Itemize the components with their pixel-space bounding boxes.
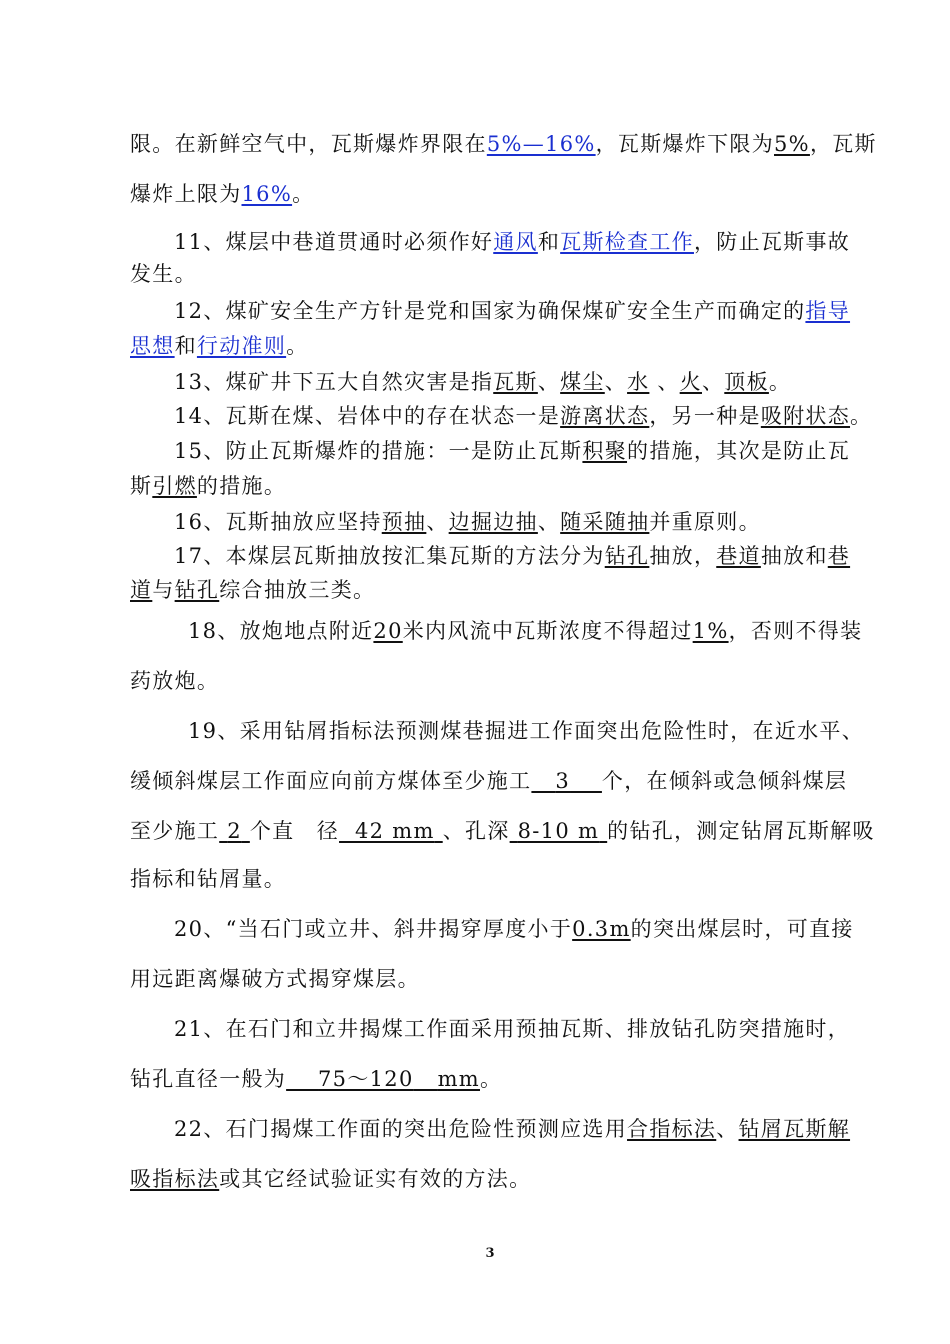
blank-answer: 边掘边抽 [448,510,538,534]
text-run: 。 [286,334,309,358]
text-line [130,470,850,500]
text-run: 16、瓦斯抽放应坚持 [174,510,382,534]
text-run: 。 [480,1067,503,1091]
text-run: 17、本煤层瓦斯抽放按汇集瓦斯的方法分为 [174,544,605,568]
text-run: 、 [537,370,561,394]
blank-answer: 75～120 mm [318,1067,480,1091]
text-run: 、 [701,370,725,394]
text-line [130,913,894,943]
text-run: 发生。 [130,262,197,286]
text-run: 21、在石门和立井揭煤工作面采用预抽瓦斯、排放钻孔防突措施时， [174,1017,851,1041]
text-run: 和 [537,230,561,254]
text-run: 米内风流中瓦斯浓度不得超过 [402,619,693,643]
blank-answer: 道 [130,578,153,602]
text-run: 。 [768,370,792,394]
blank-answer: 16% [241,182,293,206]
text-run: 指标和钻屑量。 [130,867,287,891]
blank-answer: 顶板 [724,370,769,394]
blank-answer: 钻孔 [174,578,220,602]
blank-answer: 巷 [827,544,851,568]
blank-answer: 水 [627,370,650,394]
text-run: 的措施，其次是防止瓦 [627,439,851,463]
text-run: ，瓦斯爆炸下限为 [595,132,775,156]
blank-answer: 8-10 m [517,819,600,843]
blank-answer: 游离状态 [560,404,650,428]
text-run: 的措施。 [196,474,287,498]
text-run: 抽放， [649,544,717,568]
text-run: ，另一种是 [649,404,761,428]
text-line [130,506,894,536]
blank-answer: 合指标法 [627,1117,717,1141]
blank-answer: 42 mm [355,819,435,843]
blank-answer: 思想 [130,334,175,358]
blank-answer: 瓦斯 [493,370,538,394]
text-run: 18、放炮地点附近 [188,619,374,643]
text-run: 、 [649,370,680,394]
text-run: 13、煤矿井下五大自然灾害是指 [174,370,494,394]
text-run: 。 [850,404,873,428]
text-run: 或其它经试验证实有效的方法。 [219,1167,532,1191]
text-run: 、 [604,370,628,394]
blank-answer: 吸指标法 [130,1167,220,1191]
text-run: 19、采用钻屑指标法预测煤巷掘进工作面突出危险性时，在近水平、 [188,719,865,743]
blank-answer: 行动准则 [196,334,287,358]
text-run: 用远距离爆破方式揭穿煤层。 [130,967,420,991]
blank-answer: 预抽 [381,510,427,534]
text-line [130,963,850,993]
text-run: 缓倾斜煤层工作面应向前方煤体至少施工 [130,769,532,793]
blank-answer: 5% [774,132,810,156]
text-run: 、 [716,1117,739,1141]
text-run: 20、“当石门或立井、斜井揭穿厚度小于 [174,917,573,941]
text-line [130,615,908,645]
blank-answer: 3 [555,769,571,793]
text-run: 斯 [130,474,153,498]
text-line [130,128,877,158]
text-run: 个，在倾斜或急倾斜煤层 [601,769,848,793]
blank-answer: 瓦斯检查工作 [560,230,694,254]
text-line [130,540,894,570]
text-line [130,435,894,465]
text-run: 并重原则。 [649,510,761,534]
text-run: 至少施工 [130,819,220,843]
text-run: 15、防止瓦斯爆炸的措施：一是防止瓦斯 [174,439,583,463]
text-line [130,665,850,695]
text-run: 钻孔直径一般为 [130,1067,287,1091]
text-line [130,226,894,256]
text-line [130,330,850,360]
text-run: 、 [537,510,561,534]
blank-answer: 0.3m [572,917,631,941]
text-line [130,295,894,325]
blank-answer: 通风 [493,230,538,254]
blank-answer: 积聚 [582,439,628,463]
text-run: ，防止瓦斯事故 [693,230,851,254]
text-run: 限。在新鲜空气中，瓦斯爆炸界限在 [130,132,487,156]
text-run: 抽放和 [760,544,828,568]
blank-answer: 指导 [805,299,851,323]
text-run: 22、石门揭煤工作面的突出危险性预测应选用 [174,1117,628,1141]
text-line [130,1163,850,1193]
blank-answer: 钻孔 [604,544,650,568]
text-run: 个直 径 [249,819,340,843]
text-line [130,400,894,430]
text-run: 。 [292,182,315,206]
blank-answer: 1% [692,619,729,643]
text-run: 、孔深 [442,819,510,843]
text-run: 、 [426,510,449,534]
blank-answer: 煤尘 [560,370,605,394]
text-run: 14、瓦斯在煤、岩体中的存在状态一是 [174,404,561,428]
blank-answer: 巷道 [716,544,761,568]
text-line [130,366,894,396]
text-line [130,258,850,288]
blank-answer: 吸附状态 [760,404,851,428]
text-run: ，瓦斯 [809,132,877,156]
text-run: 综合抽放三类。 [219,578,376,602]
text-run: 的钻孔，测定钻屑瓦斯解吸 [607,819,875,843]
blank-answer: 20 [373,619,403,643]
text-run: 11、煤层中巷道贯通时必须作好 [174,230,494,254]
text-run: 和 [174,334,197,358]
blank-answer: 引燃 [152,474,197,498]
text-line [130,715,908,745]
blank-answer: 2 [227,819,242,843]
text-line [130,863,850,893]
text-run: 与 [152,578,175,602]
text-line [130,178,850,208]
text-line [130,574,850,604]
text-line [130,815,875,845]
page-number: 3 [485,1246,495,1261]
text-run: 12、煤矿安全生产方针是党和国家为确保煤矿安全生产而确定的 [174,299,806,323]
text-line [130,765,850,795]
text-run: 的突出煤层时，可直接 [630,917,854,941]
blank-answer: 5%—16% [486,132,596,156]
text-line [130,1063,850,1093]
text-run: 爆炸上限为 [130,182,242,206]
blank-answer: 钻屑瓦斯解 [738,1117,851,1141]
text-run: 药放炮。 [130,669,220,693]
text-line [130,1013,894,1043]
text-line [130,1113,894,1143]
blank-answer: 火 [679,370,702,394]
blank-answer: 随采随抽 [560,510,650,534]
text-run: ，否则不得装 [728,619,863,643]
